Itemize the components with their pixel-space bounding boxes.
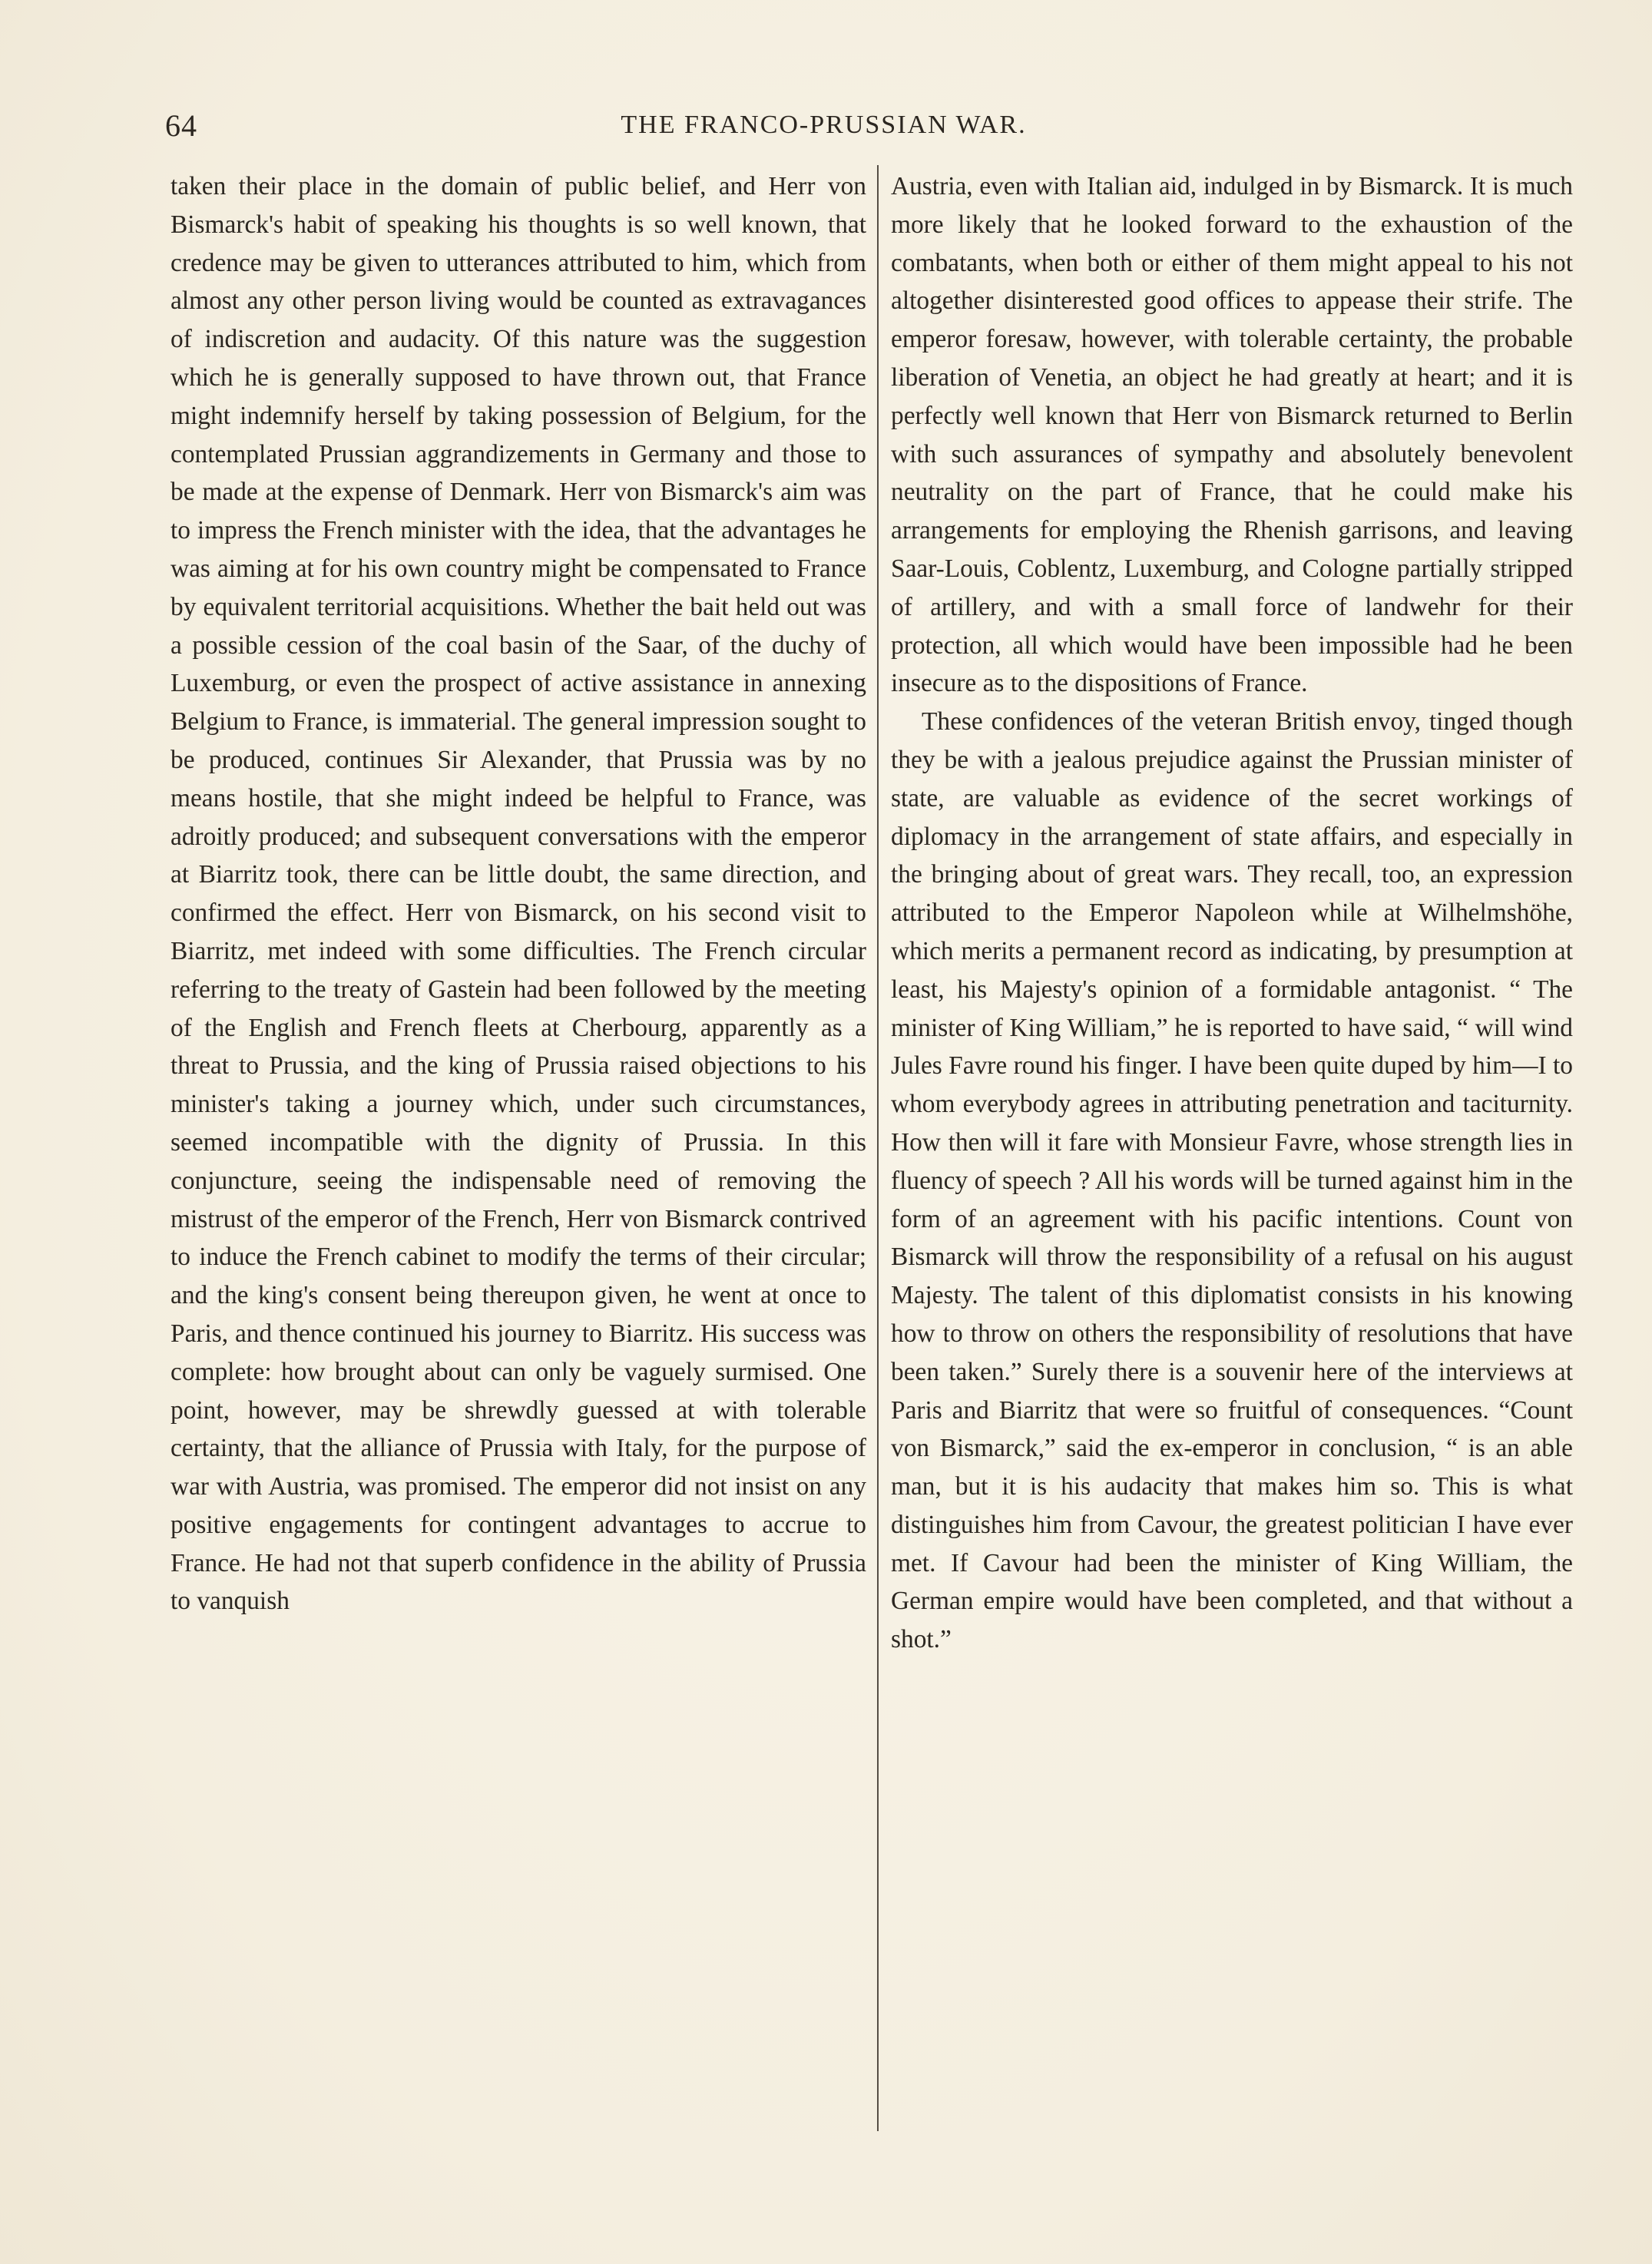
right-column	[891, 167, 1573, 1659]
page-header	[165, 108, 1482, 154]
right-column-paragraph-1: Austria, even with Italian aid, indulged in by Bismarck. It is much more likely that he looked forward to the exhaustion of the combatants, when both or either of them might appeal to his not altogether disinterested good offices to appease their strife. The emperor foresaw, however, with tolerable certainty, the probable liberation of Venetia, an object he had greatly at heart; and it is perfectly well known that Herr von Bismarck returned to Berlin with such assurances of sympathy and absolutely benevolent neutrality on the part of France, that he could make his arrangements for employing the Rhenish garrisons, and leaving Saar-Louis, Coblentz, Luxemburg, and Cologne partially stripped of artillery, and with a small force of landwehr for their protection, all which would have been impossible had he been insecure as to the dispositions of France.	[891, 172, 1573, 698]
left-column-paragraph-1: taken their place in the domain of public belief, and Herr von Bismarck's habit of speaking his thoughts is so well known, that credence may be given to utterances attributed to him, which from almost any other person living would be counted as extravagances of indiscretion and audacity. Of this nature was the suggestion which he is generally supposed to have thrown out, that France might indemnify herself by taking possession of Belgium, for the contemplated Prussian aggrandizements in Germany and those to be made at the expense of Denmark. Herr von Bismarck's aim was to impress the French minister with the idea, that the advantages he was aiming at for his own country might be compensated to France by equivalent territorial acquisitions. Whether the bait held out was a possible cession of the coal basin of the Saar, of the duchy of Luxemburg, or even the prospect of active assistance in annexing Belgium to France, is immaterial. The general impression sought to be produced, continues Sir Alexander, that Prussia was by no means hostile, that she might indeed be helpful to France, was adroitly produced; and subsequent conversations with the emperor at Biarritz took, there can be little doubt, the same direction, and confirmed the effect. Herr von Bismarck, on his second visit to Biarritz, met indeed with some difficulties. The French circular referring to the treaty of Gastein had been followed by the meeting of the English and French fleets at Cherbourg, apparently as a threat to Prussia, and the king of Prussia raised objections to his minister's taking a journey which, under such circumstances, seemed incompatible with the dignity of Prussia. In this conjuncture, seeing the indispensable need of removing the mistrust of the emperor of the French, Herr von Bismarck contrived to induce the French cabinet to modify the terms of their circular; and the king's consent being thereupon given, he went at once to Paris, and thence continued his journey to Biarritz. His success was complete: how brought about can only be vaguely surmised. One point, however, may be shrewdly guessed at with tolerable certainty, that the alliance of Prussia with Italy, for the purpose of war with Austria, was promised. The emperor did not insist on any positive engagements for contingent advantages to accrue to France. He had not that superb confidence in the ability of Prussia to vanquish	[170, 172, 866, 1616]
column-divider	[877, 165, 879, 2131]
page-number: 64	[165, 108, 197, 143]
left-column	[170, 167, 866, 1620]
running-title: THE FRANCO-PRUSSIAN WAR.	[621, 111, 1027, 139]
right-column-paragraph-2: These confidences of the veteran British envoy, tinged though they be with a jealous prejudice against the Prussian minister of state, are valuable as evidence of the secret workings of diplomacy in the arrangement of state affairs, and especially in the bringing about of great wars. They recall, too, an expression attributed to the Emperor Napoleon while at Wilhelmshöhe, which merits a permanent record as indicating, by presumption at least, his Majesty's opinion of a formidable antagonist. “ The minister of King William,” he is reported to have said, “ will wind Jules Favre round his finger. I have been quite duped by him—I to whom everybody agrees in attributing penetration and taciturnity. How then will it fare with Monsieur Favre, whose strength lies in fluency of speech ? All his words will be turned against him in the form of an agreement with his pacific intentions. Count von Bismarck will throw the responsibility of a refusal on his august Majesty. The talent of this diplomatist consists in his knowing how to throw on others the responsibility of resolutions that have been taken.” Surely there is a souvenir here of the interviews at Paris and Biarritz that were so fruitful of consequences. “Count von Bismarck,” said the ex-emperor in conclusion, “ is an able man, but it is his audacity that makes him so. This is what distinguishes him from Cavour, the greatest politician I have ever met. If Cavour had been the minister of King William, the German empire would have been completed, and that without a shot.”	[891, 707, 1573, 1654]
